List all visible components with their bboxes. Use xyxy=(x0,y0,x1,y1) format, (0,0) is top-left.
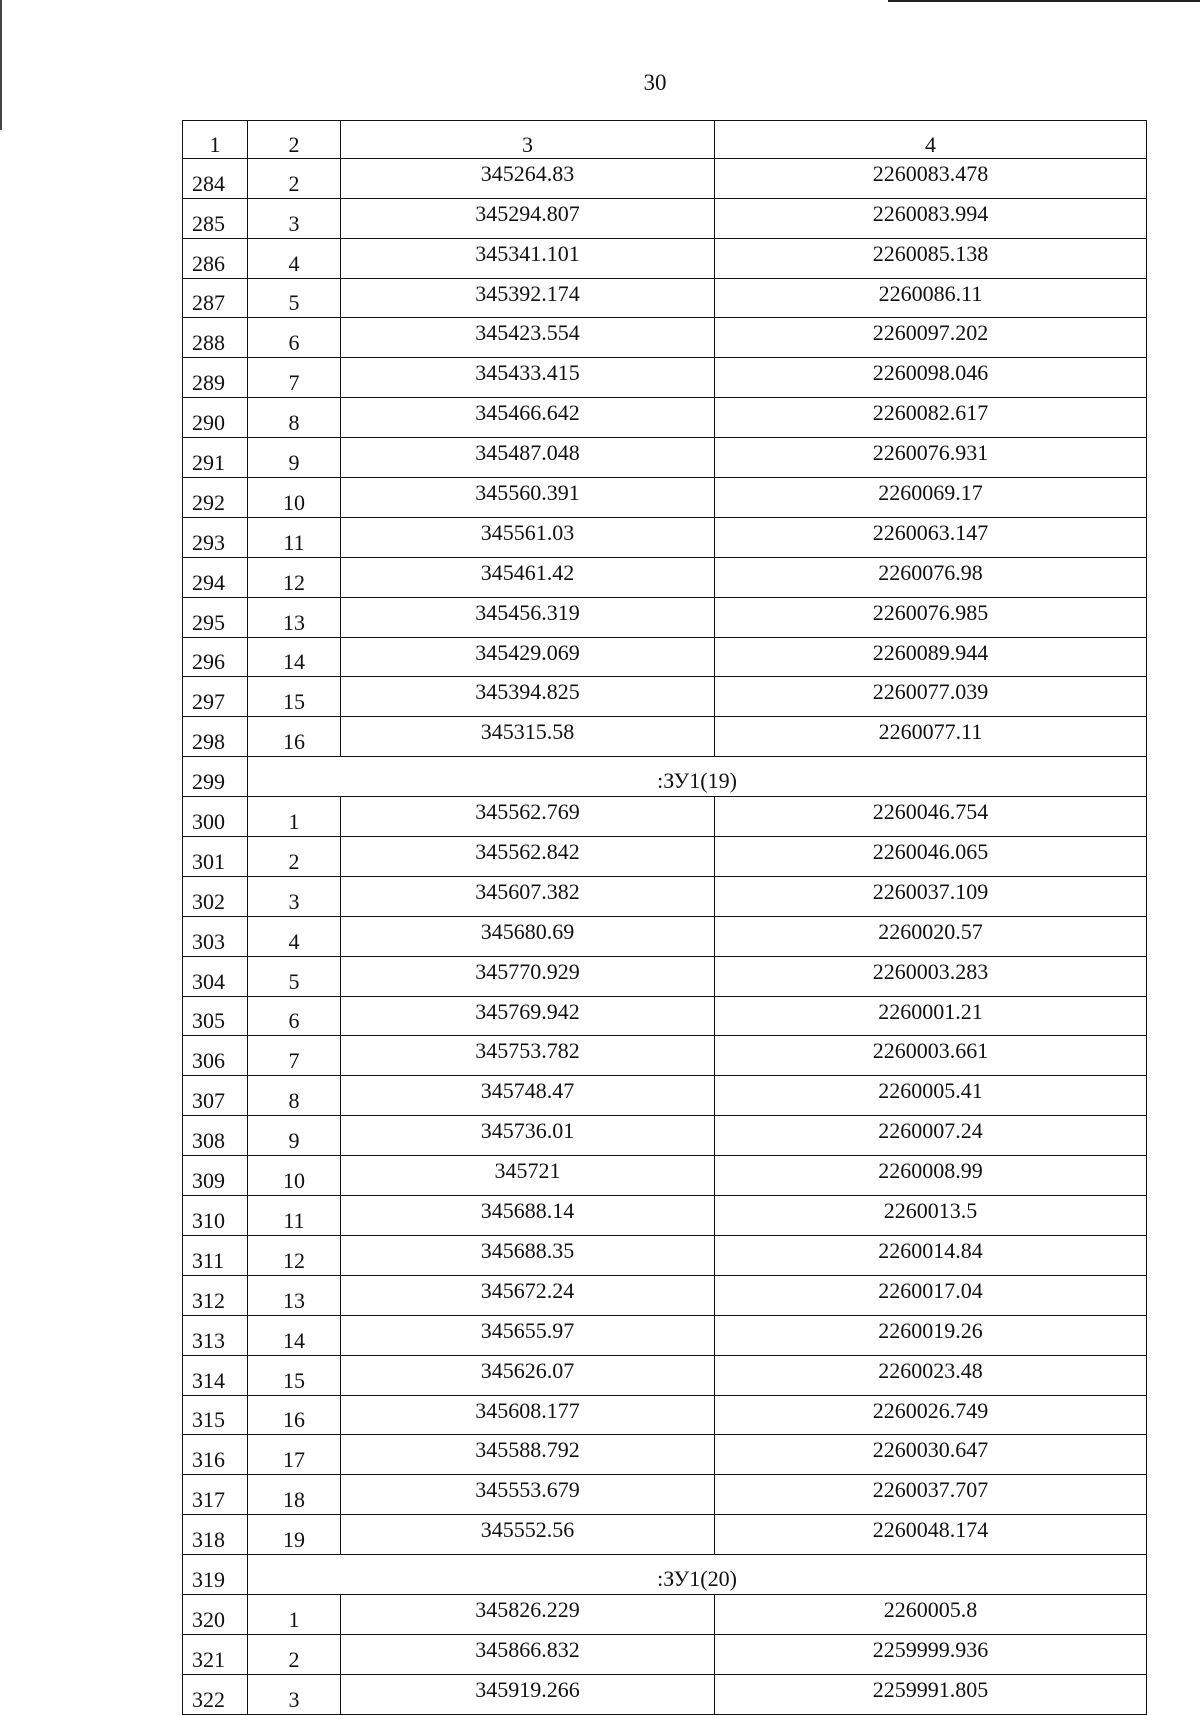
coordinate-x: 345552.56 xyxy=(341,1515,715,1555)
coordinate-y: 2260089.944 xyxy=(715,637,1147,677)
coordinate-x: 345562.842 xyxy=(341,837,715,877)
table-row xyxy=(183,1235,1147,1275)
row-number: 297 xyxy=(183,677,248,717)
table-row xyxy=(183,1036,1147,1076)
table-row xyxy=(183,837,1147,877)
point-number: 3 xyxy=(248,1674,341,1714)
coordinate-x: 345433.415 xyxy=(341,358,715,398)
point-number: 14 xyxy=(248,1315,341,1355)
table-row xyxy=(183,637,1147,677)
table-row xyxy=(183,1156,1147,1196)
row-number: 311 xyxy=(183,1235,248,1275)
table-row xyxy=(183,1435,1147,1475)
table-row xyxy=(183,1475,1147,1515)
table-row xyxy=(183,1275,1147,1315)
table-row xyxy=(183,1315,1147,1355)
section-row xyxy=(183,1555,1147,1595)
coordinate-y: 2260019.26 xyxy=(715,1315,1147,1355)
coordinate-y: 2260077.11 xyxy=(715,717,1147,757)
coordinate-x: 345626.07 xyxy=(341,1355,715,1395)
point-number: 6 xyxy=(248,996,341,1036)
coordinate-x: 345866.832 xyxy=(341,1634,715,1674)
table-row xyxy=(183,1395,1147,1435)
coordinate-x: 345341.101 xyxy=(341,238,715,278)
table-row xyxy=(183,717,1147,757)
coordinate-y: 2260008.99 xyxy=(715,1156,1147,1196)
row-number: 317 xyxy=(183,1475,248,1515)
table-row xyxy=(183,158,1147,198)
coordinate-x: 345429.069 xyxy=(341,637,715,677)
point-number: 15 xyxy=(248,1355,341,1395)
coordinate-y: 2260003.283 xyxy=(715,956,1147,996)
point-number: 13 xyxy=(248,597,341,637)
coordinate-x: 345461.42 xyxy=(341,557,715,597)
row-number: 309 xyxy=(183,1156,248,1196)
table-row xyxy=(183,278,1147,318)
section-label: :ЗУ1(20) xyxy=(248,1555,1147,1595)
header-cell-3: 3 xyxy=(341,121,715,159)
row-number: 308 xyxy=(183,1116,248,1156)
point-number: 6 xyxy=(248,318,341,358)
row-number: 289 xyxy=(183,358,248,398)
row-number: 294 xyxy=(183,557,248,597)
coordinates-table xyxy=(182,120,1147,1715)
coordinate-y: 2260017.04 xyxy=(715,1275,1147,1315)
table-row xyxy=(183,398,1147,438)
point-number: 5 xyxy=(248,956,341,996)
row-number: 292 xyxy=(183,478,248,518)
coordinate-x: 345655.97 xyxy=(341,1315,715,1355)
table-body xyxy=(183,121,1147,1715)
row-number: 290 xyxy=(183,398,248,438)
point-number: 14 xyxy=(248,637,341,677)
point-number: 8 xyxy=(248,398,341,438)
row-number: 299 xyxy=(183,757,248,797)
scan-edge-top xyxy=(888,0,1200,2)
header-cell-1: 1 xyxy=(183,121,248,159)
point-number: 5 xyxy=(248,278,341,318)
point-number: 11 xyxy=(248,1196,341,1236)
row-number: 288 xyxy=(183,318,248,358)
point-number: 19 xyxy=(248,1515,341,1555)
row-number: 287 xyxy=(183,278,248,318)
coordinate-y: 2260037.109 xyxy=(715,876,1147,916)
table-row xyxy=(183,677,1147,717)
coordinate-y: 2260007.24 xyxy=(715,1116,1147,1156)
point-number: 16 xyxy=(248,717,341,757)
row-number: 312 xyxy=(183,1275,248,1315)
header-cell-4: 4 xyxy=(715,121,1147,159)
table-row xyxy=(183,1634,1147,1674)
row-number: 291 xyxy=(183,438,248,478)
coordinate-x: 345688.14 xyxy=(341,1196,715,1236)
coordinate-x: 345561.03 xyxy=(341,517,715,557)
table-row xyxy=(183,478,1147,518)
table-row xyxy=(183,1116,1147,1156)
table-row xyxy=(183,1196,1147,1236)
point-number: 12 xyxy=(248,1235,341,1275)
point-number: 1 xyxy=(248,797,341,837)
coordinate-y: 2260076.931 xyxy=(715,438,1147,478)
coordinate-y: 2259991.805 xyxy=(715,1674,1147,1714)
point-number: 4 xyxy=(248,238,341,278)
coordinate-y: 2260030.647 xyxy=(715,1435,1147,1475)
coordinate-y: 2260083.994 xyxy=(715,198,1147,238)
coordinate-y: 2260013.5 xyxy=(715,1196,1147,1236)
point-number: 12 xyxy=(248,557,341,597)
coordinate-x: 345672.24 xyxy=(341,1275,715,1315)
coordinate-x: 345753.782 xyxy=(341,1036,715,1076)
point-number: 2 xyxy=(248,1634,341,1674)
row-number: 285 xyxy=(183,198,248,238)
coordinate-y: 2260077.039 xyxy=(715,677,1147,717)
point-number: 17 xyxy=(248,1435,341,1475)
table-row xyxy=(183,438,1147,478)
coordinate-x: 345607.382 xyxy=(341,876,715,916)
row-number: 303 xyxy=(183,916,248,956)
row-number: 306 xyxy=(183,1036,248,1076)
coordinate-y: 2260098.046 xyxy=(715,358,1147,398)
point-number: 1 xyxy=(248,1594,341,1634)
row-number: 296 xyxy=(183,637,248,677)
row-number: 304 xyxy=(183,956,248,996)
coordinate-x: 345919.266 xyxy=(341,1674,715,1714)
point-number: 16 xyxy=(248,1395,341,1435)
row-number: 286 xyxy=(183,238,248,278)
table-row xyxy=(183,198,1147,238)
coordinate-x: 345826.229 xyxy=(341,1594,715,1634)
coordinate-x: 345466.642 xyxy=(341,398,715,438)
coordinate-x: 345748.47 xyxy=(341,1076,715,1116)
row-number: 310 xyxy=(183,1196,248,1236)
table-row xyxy=(183,916,1147,956)
table-row xyxy=(183,876,1147,916)
point-number: 10 xyxy=(248,478,341,518)
coordinate-y: 2260076.98 xyxy=(715,557,1147,597)
coordinate-x: 345736.01 xyxy=(341,1116,715,1156)
coordinate-x: 345562.769 xyxy=(341,797,715,837)
coordinate-y: 2260046.065 xyxy=(715,837,1147,877)
coordinate-x: 345423.554 xyxy=(341,318,715,358)
table-row xyxy=(183,358,1147,398)
coordinate-x: 345294.807 xyxy=(341,198,715,238)
coordinate-y: 2259999.936 xyxy=(715,1634,1147,1674)
row-number: 320 xyxy=(183,1594,248,1634)
table-row xyxy=(183,956,1147,996)
row-number: 319 xyxy=(183,1555,248,1595)
point-number: 18 xyxy=(248,1475,341,1515)
row-number: 302 xyxy=(183,876,248,916)
coordinate-x: 345588.792 xyxy=(341,1435,715,1475)
coordinate-y: 2260037.707 xyxy=(715,1475,1147,1515)
coordinate-x: 345680.69 xyxy=(341,916,715,956)
coordinate-x: 345487.048 xyxy=(341,438,715,478)
point-number: 7 xyxy=(248,1036,341,1076)
coordinate-y: 2260003.661 xyxy=(715,1036,1147,1076)
row-number: 305 xyxy=(183,996,248,1036)
point-number: 11 xyxy=(248,517,341,557)
row-number: 318 xyxy=(183,1515,248,1555)
coordinate-x: 345392.174 xyxy=(341,278,715,318)
row-number: 293 xyxy=(183,517,248,557)
table-row xyxy=(183,797,1147,837)
point-number: 10 xyxy=(248,1156,341,1196)
coordinate-y: 2260005.8 xyxy=(715,1594,1147,1634)
table-row xyxy=(183,1515,1147,1555)
table-header-row xyxy=(183,121,1147,159)
coordinate-y: 2260023.48 xyxy=(715,1355,1147,1395)
row-number: 301 xyxy=(183,837,248,877)
coordinate-y: 2260046.754 xyxy=(715,797,1147,837)
coordinate-y: 2260005.41 xyxy=(715,1076,1147,1116)
coordinate-y: 2260001.21 xyxy=(715,996,1147,1036)
point-number: 9 xyxy=(248,438,341,478)
page-number: 30 xyxy=(643,70,667,95)
section-row xyxy=(183,757,1147,797)
coordinate-x: 345770.929 xyxy=(341,956,715,996)
table-row xyxy=(183,517,1147,557)
table-row xyxy=(183,238,1147,278)
coordinate-x: 345553.679 xyxy=(341,1475,715,1515)
scan-edge-left xyxy=(0,0,2,130)
coordinate-y: 2260097.202 xyxy=(715,318,1147,358)
row-number: 284 xyxy=(183,158,248,198)
point-number: 4 xyxy=(248,916,341,956)
coordinate-x: 345608.177 xyxy=(341,1395,715,1435)
coordinate-y: 2260076.985 xyxy=(715,597,1147,637)
coordinate-x: 345560.391 xyxy=(341,478,715,518)
point-number: 2 xyxy=(248,837,341,877)
section-label: :ЗУ1(19) xyxy=(248,757,1147,797)
coordinate-y: 2260086.11 xyxy=(715,278,1147,318)
table-row xyxy=(183,1076,1147,1116)
coordinate-y: 2260048.174 xyxy=(715,1515,1147,1555)
row-number: 307 xyxy=(183,1076,248,1116)
coordinate-x: 345721 xyxy=(341,1156,715,1196)
coordinate-x: 345394.825 xyxy=(341,677,715,717)
coordinate-y: 2260083.478 xyxy=(715,158,1147,198)
row-number: 298 xyxy=(183,717,248,757)
row-number: 316 xyxy=(183,1435,248,1475)
table-row xyxy=(183,597,1147,637)
coordinate-x: 345688.35 xyxy=(341,1235,715,1275)
row-number: 300 xyxy=(183,797,248,837)
coordinate-y: 2260082.617 xyxy=(715,398,1147,438)
coordinate-x: 345264.83 xyxy=(341,158,715,198)
coordinate-y: 2260014.84 xyxy=(715,1235,1147,1275)
coordinate-y: 2260069.17 xyxy=(715,478,1147,518)
row-number: 295 xyxy=(183,597,248,637)
table-row xyxy=(183,318,1147,358)
row-number: 321 xyxy=(183,1634,248,1674)
coordinate-x: 345456.319 xyxy=(341,597,715,637)
table-row xyxy=(183,1674,1147,1714)
table-row xyxy=(183,1355,1147,1395)
point-number: 7 xyxy=(248,358,341,398)
point-number: 3 xyxy=(248,876,341,916)
coordinate-y: 2260063.147 xyxy=(715,517,1147,557)
row-number: 313 xyxy=(183,1315,248,1355)
header-cell-2: 2 xyxy=(248,121,341,159)
table-row xyxy=(183,1594,1147,1634)
coordinate-y: 2260026.749 xyxy=(715,1395,1147,1435)
point-number: 13 xyxy=(248,1275,341,1315)
coordinate-x: 345769.942 xyxy=(341,996,715,1036)
point-number: 9 xyxy=(248,1116,341,1156)
coordinate-x: 345315.58 xyxy=(341,717,715,757)
point-number: 3 xyxy=(248,198,341,238)
row-number: 322 xyxy=(183,1674,248,1714)
table-row xyxy=(183,996,1147,1036)
table-row xyxy=(183,557,1147,597)
coordinate-y: 2260020.57 xyxy=(715,916,1147,956)
coordinate-y: 2260085.138 xyxy=(715,238,1147,278)
row-number: 315 xyxy=(183,1395,248,1435)
point-number: 8 xyxy=(248,1076,341,1116)
point-number: 15 xyxy=(248,677,341,717)
point-number: 2 xyxy=(248,158,341,198)
row-number: 314 xyxy=(183,1355,248,1395)
